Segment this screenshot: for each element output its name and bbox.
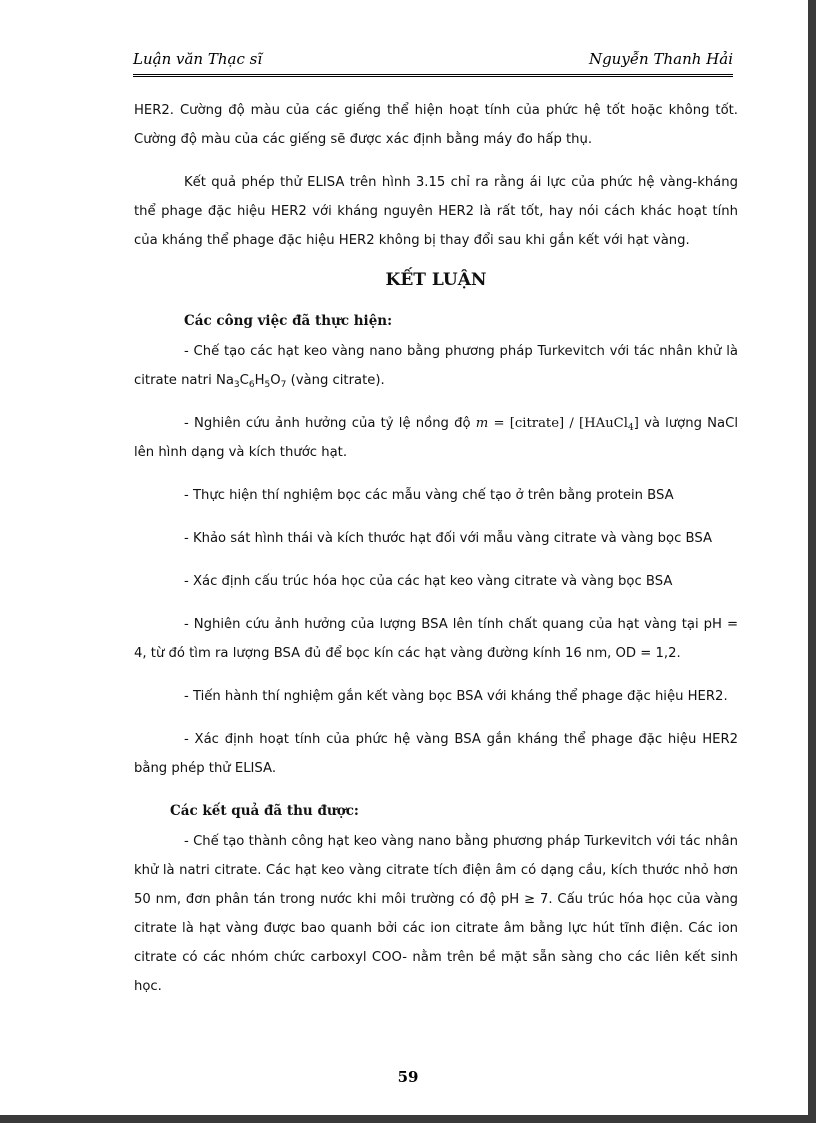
- page-body: [134, 96, 738, 1001]
- list-item-optical-study: - Nghiên cứu ảnh hưởng của lượng BSA lên tính chất quang của hạt vàng tại pH = 4, từ đó tìm ra lượng BSA đủ để bọc kín các hạt vàng đường kính 16 nm, OD = 1,2.: [134, 617, 738, 661]
- result-paragraph: - Chế tạo thành công hạt keo vàng nano bằng phương pháp Turkevitch với tác nhân khử là natri citrate. Các hạt keo vàng citrate tích điện âm có dạng cầu, kích thước nhỏ hơn 50 nm, đơn phân tán trong nước khi môi trường có độ pH ≥ 7. Cấu trúc hóa học của vàng citrate là hạt vàng được bao quanh bởi các ion citrate âm bằng lực hút tĩnh điện. Các ion citrate có các nhóm chức carboxyl COO- nằm trên bề mặt sẵn sàng cho các liên kết sinh học.: [134, 834, 738, 994]
- page-header: [133, 46, 733, 76]
- page-shadow-right: [808, 0, 816, 1123]
- header-author: Nguyễn Thanh Hải: [588, 50, 733, 68]
- page-number: 59: [397, 1068, 419, 1086]
- header-divider: [133, 74, 733, 77]
- section-title: KẾT LUẬN: [385, 270, 487, 290]
- list-item-bsa-coating: - Thực hiện thí nghiệm bọc các mẫu vàng chế tạo ở trên bằng protein BSA: [184, 488, 674, 503]
- list-item-synthesis: - Chế tạo các hạt keo vàng nano bằng phương pháp Turkevitch với tác nhân khử là citrate natri $Na_3C_6H_5O_7$ (vàng citrate).: [134, 344, 738, 390]
- list-item-antibody-conjugation: - Tiến hành thí nghiệm gắn kết vàng bọc BSA với kháng thể phage đặc hiệu HER2.: [184, 689, 728, 704]
- header-thesis-type: Luận văn Thạc sĩ: [133, 50, 263, 68]
- subheading-work-done: Các công việc đã thực hiện:: [184, 313, 393, 329]
- paragraph-continuation: HER2. Cường độ màu của các giếng thể hiện hoạt tính của phức hệ tốt hoặc không tốt. Cường độ màu của các giếng sẽ được xác định bằng máy đo hấp thụ.: [134, 103, 738, 147]
- page-shadow-bottom: [0, 1115, 816, 1123]
- list-item-elisa: - Xác định hoạt tính của phức hệ vàng BSA gắn kháng thể phage đặc hiệu HER2 bằng phép thử ELISA.: [134, 732, 738, 776]
- list-item-ratio-study: - Nghiên cứu ảnh hưởng của tỷ lệ nồng độ m = [citrate] / [HAuCl$_4$] và lượng NaCl lên hình dạng và kích thước hạt.: [134, 416, 738, 460]
- paragraph-elisa-result: Kết quả phép thử ELISA trên hình 3.15 chỉ ra rằng ái lực của phức hệ vàng-kháng thể phage đặc hiệu HER2 với kháng nguyên HER2 là rất tốt, hay nói cách khác hoạt tính của kháng thể phage đặc hiệu HER2 không bị thay đổi sau khi gắn kết với hạt vàng.: [134, 175, 738, 248]
- list-item-chemical-structure: - Xác định cấu trúc hóa học của các hạt keo vàng citrate và vàng bọc BSA: [184, 574, 673, 589]
- list-item-morphology: - Khảo sát hình thái và kích thước hạt đối với mẫu vàng citrate và vàng bọc BSA: [184, 531, 712, 546]
- subheading-results: Các kết quả đã thu được:: [170, 803, 359, 819]
